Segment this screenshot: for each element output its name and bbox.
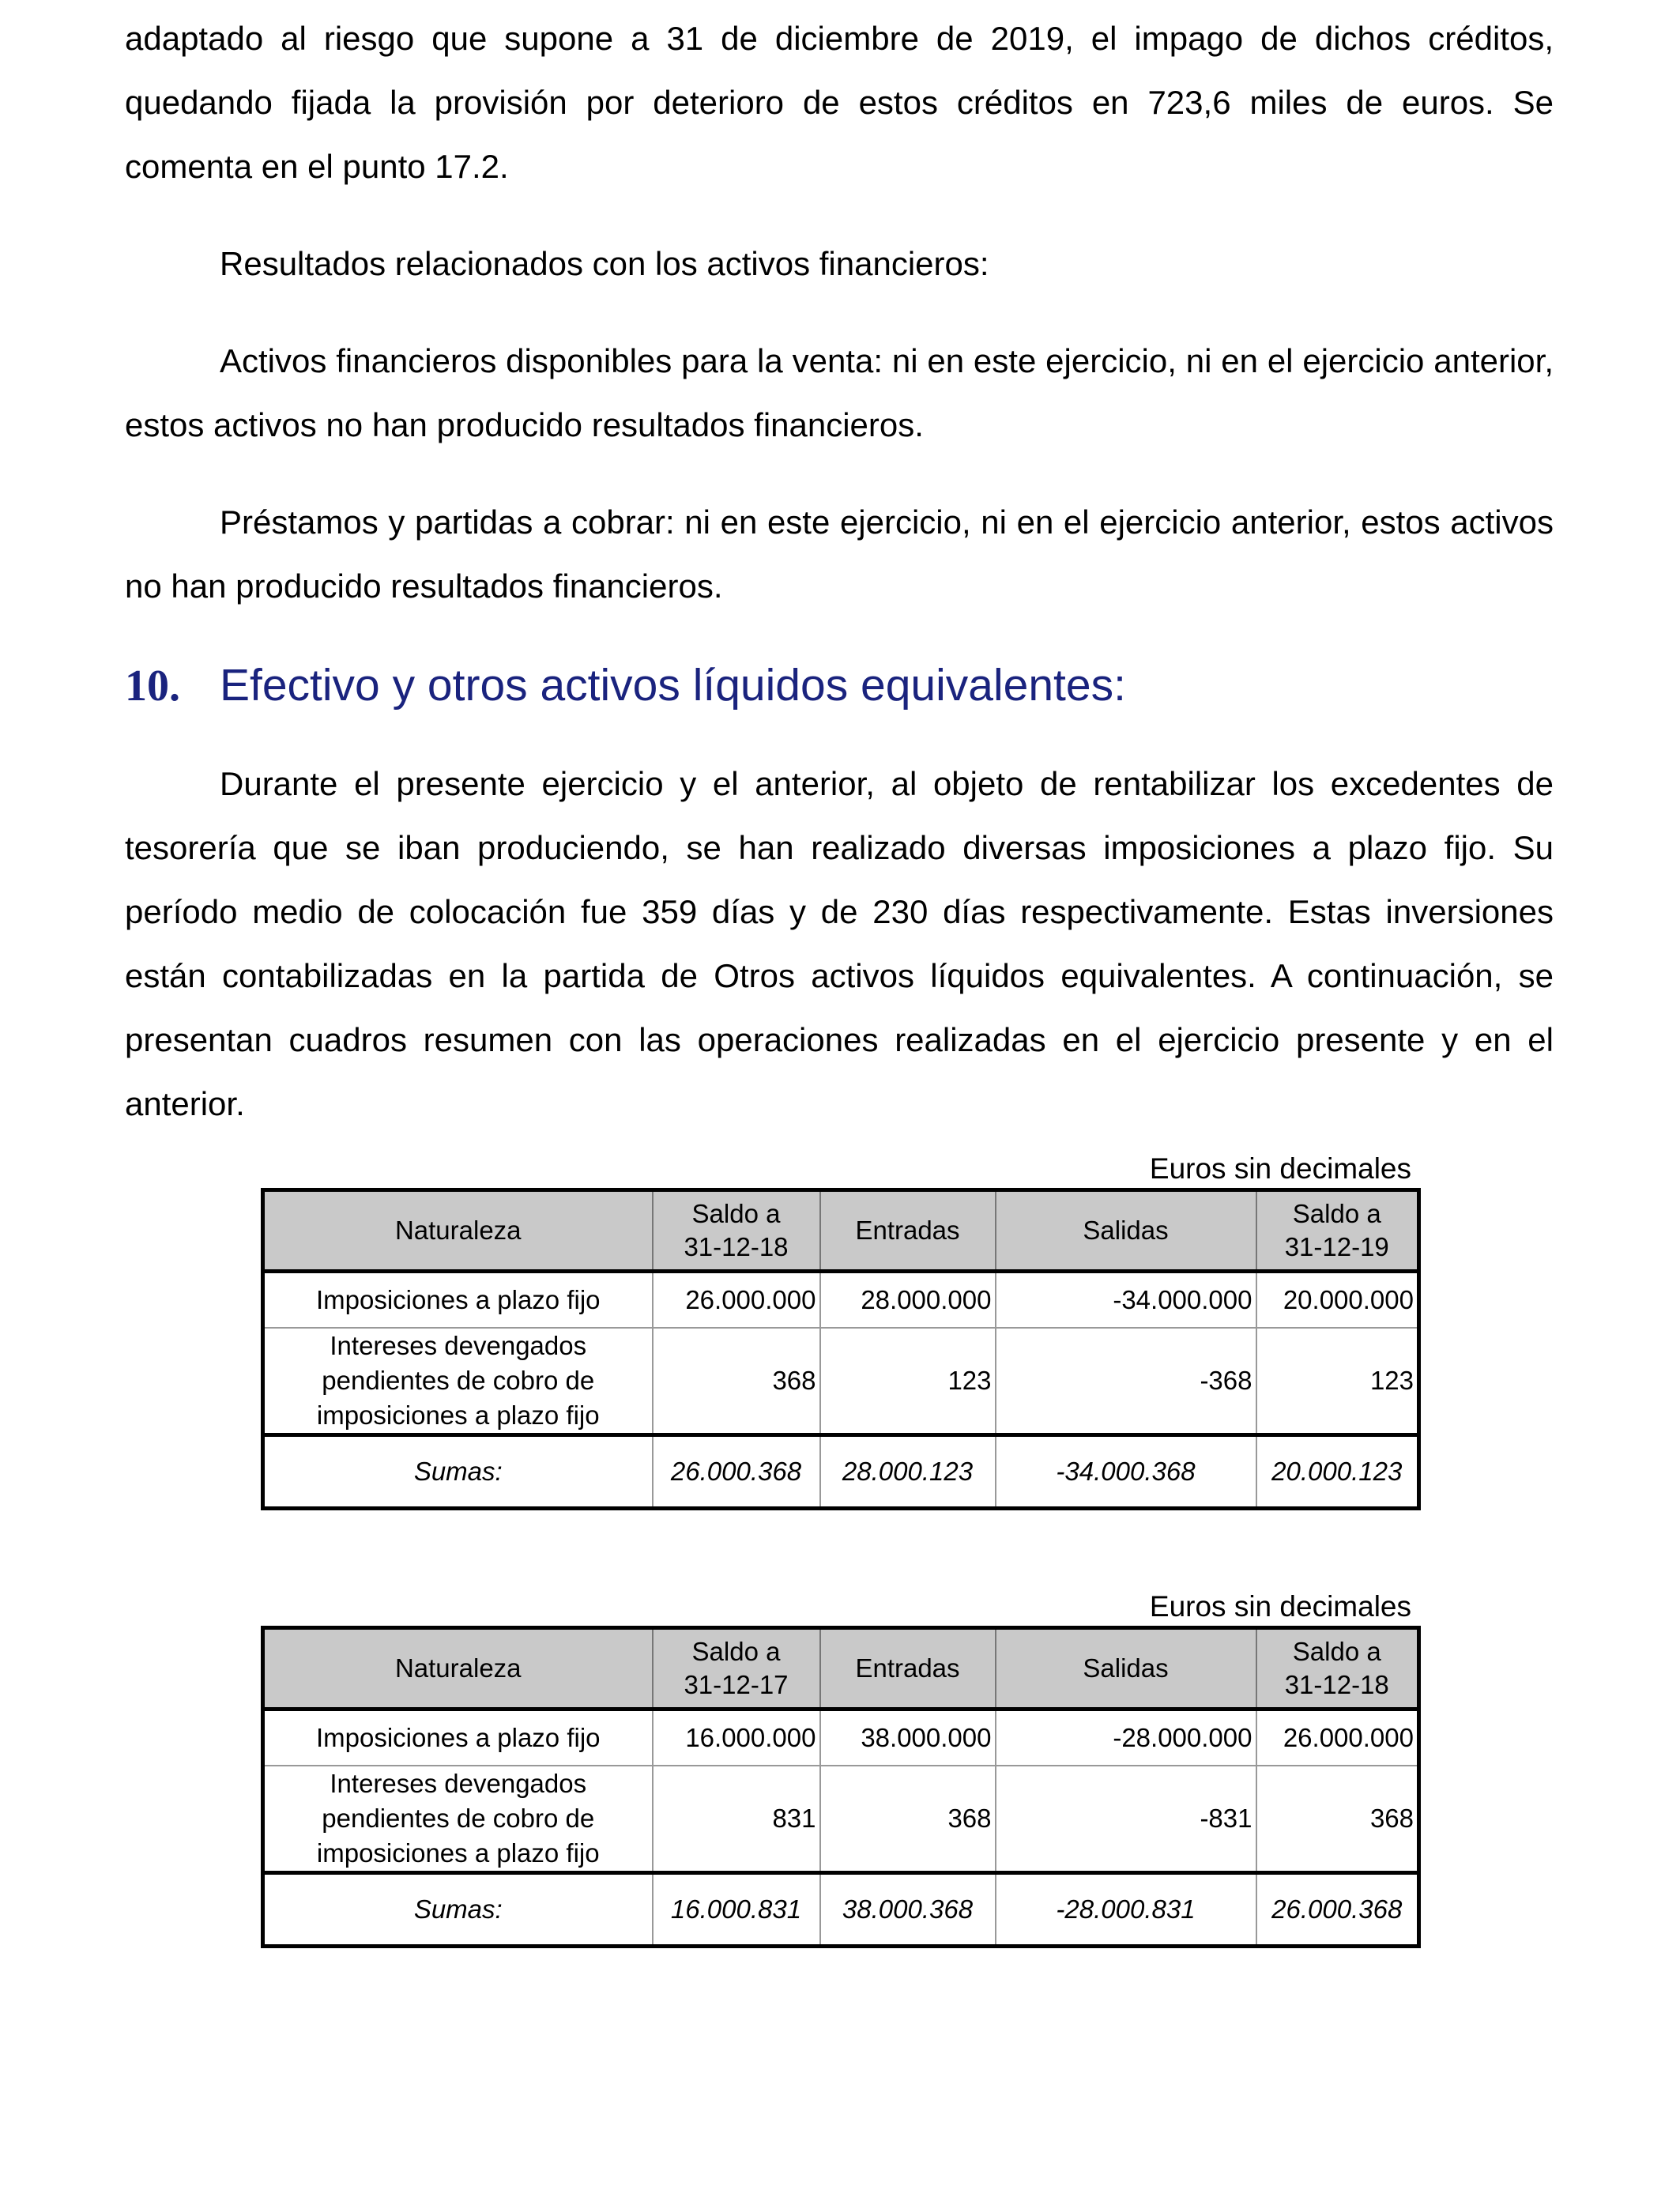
totals-label: Sumas: (263, 1873, 653, 1947)
table-row (263, 1328, 1419, 1435)
header-saldo-final-line1: Saldo a (1292, 1637, 1381, 1666)
section-title: Efectivo y otros activos líquidos equivalentes: (220, 660, 1126, 711)
header-naturaleza: Naturaleza (263, 1190, 653, 1272)
row-label-line3: imposiciones a plazo fijo (316, 1838, 600, 1868)
table-unit-label: Euros sin decimales (1149, 1152, 1411, 1185)
total-salidas: -28.000.831 (996, 1873, 1256, 1947)
table-row (263, 1272, 1419, 1329)
table-header-row (263, 1628, 1419, 1710)
row-label (263, 1328, 653, 1435)
header-saldo-inicial (653, 1628, 820, 1710)
header-saldo-final-line2: 31-12-19 (1284, 1232, 1389, 1261)
row-label: Imposiciones a plazo fijo (263, 1710, 653, 1766)
total-saldo-inicial: 16.000.831 (653, 1873, 820, 1947)
row-label-line2: pendientes de cobro de (322, 1804, 595, 1833)
table-block-2019 (261, 1150, 1417, 1510)
row-label-line1: Intereses devengados (330, 1331, 587, 1360)
header-entradas: Entradas (820, 1628, 996, 1710)
total-entradas: 28.000.123 (820, 1435, 996, 1509)
total-entradas: 38.000.368 (820, 1873, 996, 1947)
header-saldo-inicial-line2: 31-12-17 (684, 1670, 789, 1699)
row-label (263, 1766, 653, 1873)
row-label-line3: imposiciones a plazo fijo (316, 1400, 600, 1430)
cell-saldo-inicial: 368 (653, 1328, 820, 1435)
paragraph-intro: adaptado al riesgo que supone a 31 de diciembre de 2019, el impago de dichos créditos, quedando fijada la provisión por deterioro de estos créditos en 723,6 miles de euros. Se comenta en el punto 17.2. (125, 20, 1554, 185)
totals-label: Sumas: (263, 1435, 653, 1509)
paragraph-efectivo: Durante el presente ejercicio y el anterior, al objeto de rentabilizar los excedentes de tesorería que se iban produciendo, se han realizado diversas imposiciones a plazo fijo. Su período medio de colocación fue 359 días y de 230 días respectivamente. Estas inversiones están contabilizadas en la partida de Otros activos líquidos equivalentes. A continuación, se presentan cuadros resumen con las operaciones realizadas en el ejercicio presente y en el anterior. (125, 765, 1554, 1122)
table-row (263, 1710, 1419, 1766)
deposits-table-2018 (261, 1626, 1421, 1948)
cell-entradas: 28.000.000 (820, 1272, 996, 1329)
header-entradas: Entradas (820, 1190, 996, 1272)
row-label-line2: pendientes de cobro de (322, 1366, 595, 1395)
section-number: 10. (125, 662, 180, 711)
header-saldo-inicial-line1: Saldo a (691, 1637, 781, 1666)
cell-saldo-inicial: 16.000.000 (653, 1710, 820, 1766)
total-saldo-final: 20.000.123 (1256, 1435, 1419, 1509)
paragraph-prestamos: Préstamos y partidas a cobrar: ni en este ejercicio, ni en el ejercicio anterior, estos activos no han producido resultados financieros. (125, 503, 1554, 605)
cell-salidas: -831 (996, 1766, 1256, 1873)
table-unit-label: Euros sin decimales (1149, 1590, 1411, 1623)
table-header-row (263, 1190, 1419, 1272)
header-saldo-inicial-line2: 31-12-18 (684, 1232, 789, 1261)
cell-entradas: 368 (820, 1766, 996, 1873)
header-saldo-final (1256, 1628, 1419, 1710)
paragraph-afdv: Activos financieros disponibles para la venta: ni en este ejercicio, ni en el ejercicio anterior, estos activos no han producido resultados financieros. (125, 342, 1554, 443)
totals-row (263, 1435, 1419, 1509)
section-heading (125, 650, 1554, 722)
document-page (125, 0, 1554, 1136)
header-saldo-final (1256, 1190, 1419, 1272)
total-salidas: -34.000.368 (996, 1435, 1256, 1509)
cell-entradas: 38.000.000 (820, 1710, 996, 1766)
deposits-table-2019 (261, 1188, 1421, 1510)
header-salidas: Salidas (996, 1190, 1256, 1272)
cell-entradas: 123 (820, 1328, 996, 1435)
cell-salidas: -34.000.000 (996, 1272, 1256, 1329)
table-block-2018 (261, 1588, 1417, 1948)
row-label-line1: Intereses devengados (330, 1769, 587, 1798)
header-saldo-final-line2: 31-12-18 (1284, 1670, 1389, 1699)
cell-saldo-final: 26.000.000 (1256, 1710, 1419, 1766)
header-saldo-inicial (653, 1190, 820, 1272)
paragraph-results-heading: Resultados relacionados con los activos financieros: (220, 245, 989, 282)
cell-saldo-inicial: 831 (653, 1766, 820, 1873)
cell-saldo-final: 123 (1256, 1328, 1419, 1435)
header-naturaleza: Naturaleza (263, 1628, 653, 1710)
cell-saldo-final: 20.000.000 (1256, 1272, 1419, 1329)
header-saldo-inicial-line1: Saldo a (691, 1199, 781, 1228)
row-label: Imposiciones a plazo fijo (263, 1272, 653, 1329)
header-salidas: Salidas (996, 1628, 1256, 1710)
table-row (263, 1766, 1419, 1873)
cell-saldo-inicial: 26.000.000 (653, 1272, 820, 1329)
cell-saldo-final: 368 (1256, 1766, 1419, 1873)
cell-salidas: -368 (996, 1328, 1256, 1435)
cell-salidas: -28.000.000 (996, 1710, 1256, 1766)
totals-row (263, 1873, 1419, 1947)
total-saldo-final: 26.000.368 (1256, 1873, 1419, 1947)
header-saldo-final-line1: Saldo a (1292, 1199, 1381, 1228)
total-saldo-inicial: 26.000.368 (653, 1435, 820, 1509)
